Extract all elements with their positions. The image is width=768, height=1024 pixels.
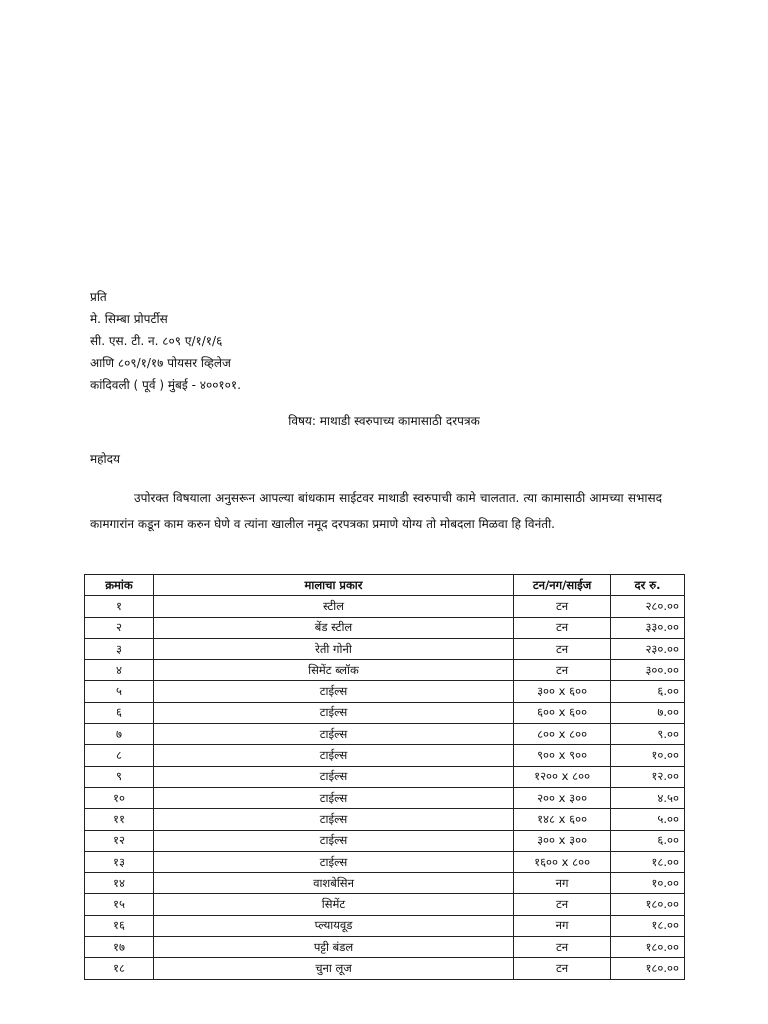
cell-item: टाईल्स: [153, 766, 513, 787]
table-row: [85, 851, 685, 872]
cell-rate: १८.००: [611, 915, 685, 936]
cell-serial: १०: [85, 787, 154, 808]
cell-item: प्ल्यायवूड: [153, 915, 513, 936]
cell-unit: ६०० x ६००: [514, 702, 611, 723]
cell-item: टाईल्स: [153, 851, 513, 872]
cell-item: पट्टी बंडल: [153, 937, 513, 958]
cell-unit: १२०० x ८००: [514, 766, 611, 787]
recipient-name: मे. सिम्बा प्रोपर्टीस: [90, 312, 168, 326]
cell-unit: १६०० x ८००: [514, 851, 611, 872]
header-item: मालाचा प्रकार: [153, 575, 513, 596]
cell-rate: १८०.००: [611, 937, 685, 958]
table-row: [85, 724, 685, 745]
cell-unit: टन: [514, 617, 611, 638]
cell-unit: नग: [514, 873, 611, 894]
cell-serial: २: [85, 617, 154, 638]
cell-item: सिमेंट: [153, 894, 513, 915]
cell-serial: १८: [85, 958, 154, 979]
cell-serial: १४: [85, 873, 154, 894]
table-header-row: [85, 575, 685, 596]
cell-unit: ९०० x ९००: [514, 745, 611, 766]
cell-rate: १८०.००: [611, 894, 685, 915]
cell-serial: ३: [85, 638, 154, 659]
cell-rate: ३३०.००: [611, 617, 685, 638]
cell-unit: टन: [514, 937, 611, 958]
subject-text: विषय: माथाडी स्वरुपाच्य कामासाठी दरपत्रक: [288, 414, 480, 428]
cell-item: टाईल्स: [153, 724, 513, 745]
cell-unit: ३०० x ३००: [514, 830, 611, 851]
recipient-line: सी. एस. टी. न. ८०९ ए/१/१/६: [90, 334, 223, 348]
cell-rate: ३००.००: [611, 660, 685, 681]
cell-rate: १२.००: [611, 766, 685, 787]
header-unit: टन/नग/साईज: [514, 575, 611, 596]
cell-serial: १५: [85, 894, 154, 915]
cell-serial: ११: [85, 809, 154, 830]
cell-unit: टन: [514, 958, 611, 979]
cell-rate: २८०.००: [611, 596, 685, 617]
cell-serial: १३: [85, 851, 154, 872]
cell-serial: ५: [85, 681, 154, 702]
cell-unit: टन: [514, 596, 611, 617]
rate-table: [84, 574, 685, 980]
cell-unit: टन: [514, 894, 611, 915]
cell-item: चुना लूज: [153, 958, 513, 979]
cell-rate: १८०.००: [611, 958, 685, 979]
table-row: [85, 638, 685, 659]
table-row: [85, 958, 685, 979]
table-row: [85, 660, 685, 681]
cell-item: टाईल्स: [153, 830, 513, 851]
cell-item: टाईल्स: [153, 702, 513, 723]
table-row: [85, 915, 685, 936]
table-row: [85, 596, 685, 617]
cell-item: स्टील: [153, 596, 513, 617]
cell-serial: १६: [85, 915, 154, 936]
cell-item: सिमेंट ब्लॉक: [153, 660, 513, 681]
cell-item: टाईल्स: [153, 787, 513, 808]
cell-item: रेती गोनी: [153, 638, 513, 659]
cell-rate: २३०.००: [611, 638, 685, 659]
recipient-line: प्रति: [90, 290, 107, 304]
cell-item: टाईल्स: [153, 681, 513, 702]
cell-serial: १२: [85, 830, 154, 851]
recipient-address: [90, 286, 241, 396]
table-row: [85, 937, 685, 958]
cell-serial: १: [85, 596, 154, 617]
table-row: [85, 787, 685, 808]
cell-serial: ४: [85, 660, 154, 681]
cell-rate: ५.००: [611, 809, 685, 830]
cell-rate: १८.००: [611, 851, 685, 872]
table-row: [85, 702, 685, 723]
subject-line: [0, 412, 768, 430]
recipient-line: कांदिवली ( पूर्व ) मुंबई - ४००१०१.: [90, 378, 241, 392]
cell-rate: १०.००: [611, 745, 685, 766]
cell-serial: १७: [85, 937, 154, 958]
recipient-line: आणि ८०९/१/१७ पोयसर व्हिलेज: [90, 356, 231, 370]
cell-unit: १४८ x ६००: [514, 809, 611, 830]
cell-serial: ८: [85, 745, 154, 766]
table-row: [85, 873, 685, 894]
cell-rate: १०.००: [611, 873, 685, 894]
cell-unit: नग: [514, 915, 611, 936]
salutation: महोदय: [90, 452, 120, 466]
table-row: [85, 745, 685, 766]
table-row: [85, 766, 685, 787]
cell-rate: ९.००: [611, 724, 685, 745]
table-row: [85, 830, 685, 851]
cell-rate: ६.००: [611, 830, 685, 851]
cell-unit: टन: [514, 660, 611, 681]
table-body: [85, 596, 685, 979]
table-row: [85, 809, 685, 830]
table-row: [85, 681, 685, 702]
cell-rate: ६.००: [611, 681, 685, 702]
cell-serial: ६: [85, 702, 154, 723]
cell-serial: ९: [85, 766, 154, 787]
cell-unit: टन: [514, 638, 611, 659]
cell-unit: ८०० x ८००: [514, 724, 611, 745]
cell-serial: ७: [85, 724, 154, 745]
cell-item: बेंड स्टील: [153, 617, 513, 638]
cell-rate: ७.००: [611, 702, 685, 723]
cell-unit: ३०० x ६००: [514, 681, 611, 702]
body-paragraph: उपोरक्त विषयाला अनुसरून आपल्या बांधकाम साईटवर माथाडी स्वरुपाची कामे चालतात. त्या कामासाठी आमच्या सभासद कामगारांन कडून काम करुन घेणे व त्यांना खालील नमूद दरपत्रका प्रमाणे योग्य तो मोबदला मिळवा हि विनंती.: [90, 491, 662, 531]
table-row: [85, 894, 685, 915]
cell-unit: २०० x ३००: [514, 787, 611, 808]
cell-item: वाशबेसिन: [153, 873, 513, 894]
table-row: [85, 617, 685, 638]
header-rate: दर रु.: [611, 575, 685, 596]
cell-item: टाईल्स: [153, 745, 513, 766]
cell-item: टाईल्स: [153, 809, 513, 830]
header-serial: क्रमांक: [85, 575, 154, 596]
cell-rate: ४.५०: [611, 787, 685, 808]
